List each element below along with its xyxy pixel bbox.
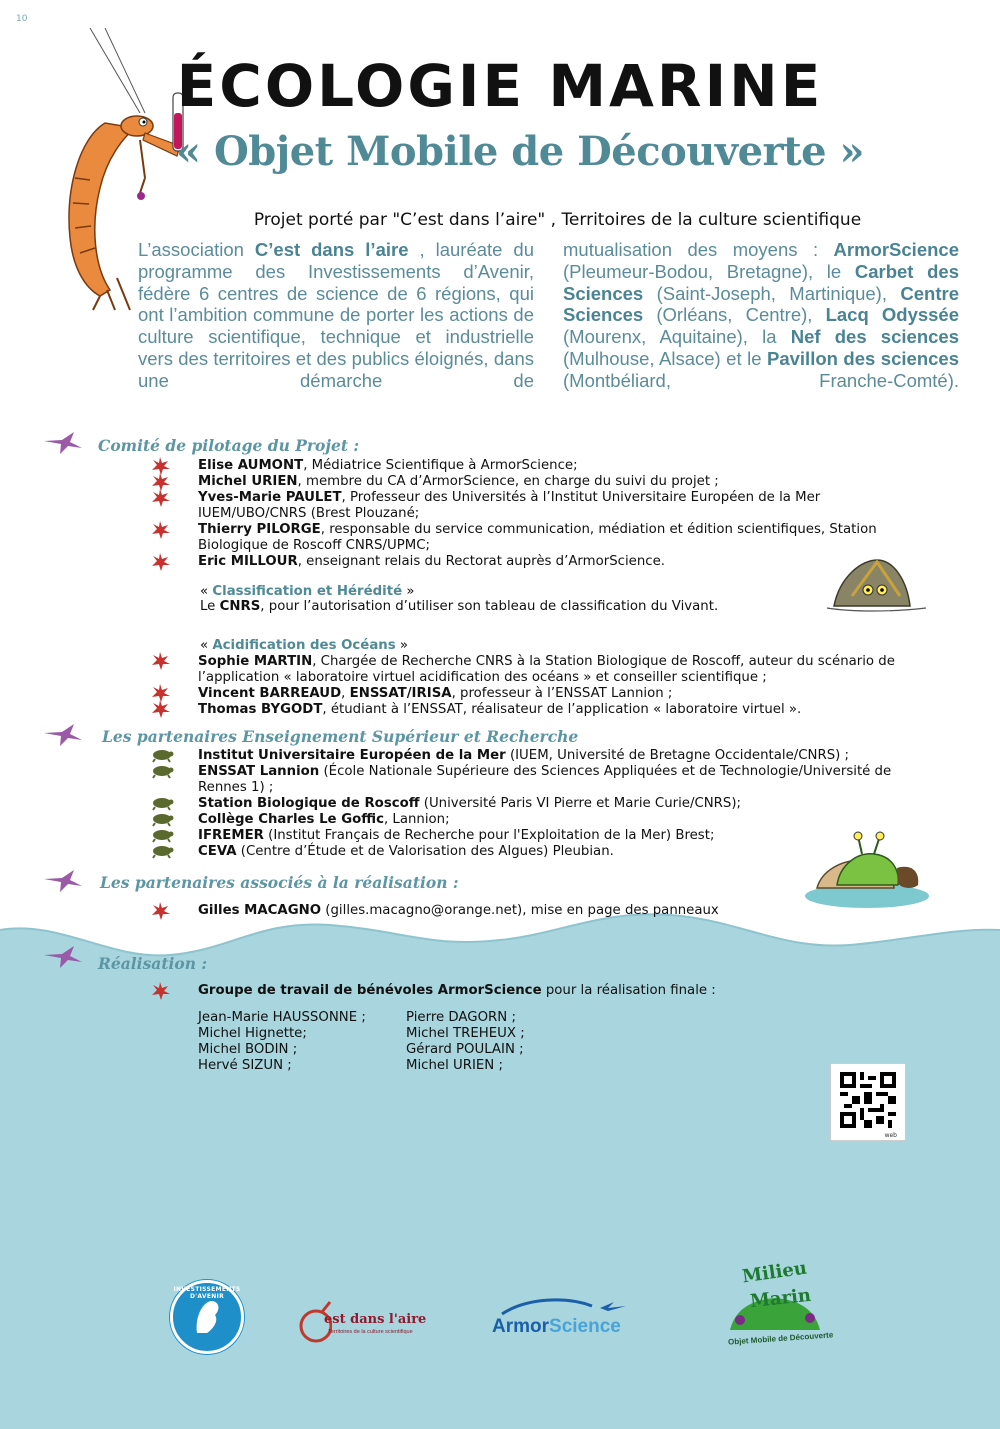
armor-text: Armor xyxy=(492,1316,550,1337)
turtle-bullet-icon xyxy=(152,828,176,844)
acidification-heading xyxy=(200,638,408,654)
volunteer-name: Pierre DAGORN ; xyxy=(406,1010,516,1025)
qr-code-icon xyxy=(840,1072,896,1128)
intro-highlight: C’est dans l’aire xyxy=(254,239,409,260)
starfish-icon xyxy=(44,724,82,746)
intro-highlight: ArmorScience xyxy=(833,239,959,260)
seaweed-bullet-icon xyxy=(152,902,170,920)
qr-code[interactable] xyxy=(830,1063,906,1141)
acidification-title: Acidification des Océans xyxy=(212,638,396,653)
seaweed-bullet-icon xyxy=(152,700,170,718)
sea-background xyxy=(0,900,1000,1429)
list-item xyxy=(198,812,928,828)
qr-label: web xyxy=(884,1132,897,1139)
intro-text: (Orléans, Centre), xyxy=(643,304,826,326)
partner-desc: (Institut Français de Recherche pour l'Exploitation de la Mer) Brest; xyxy=(263,828,715,843)
armorscience-logo-text xyxy=(492,1316,621,1338)
list-item xyxy=(198,748,928,764)
volunteer-name: Michel URIEN ; xyxy=(406,1058,503,1073)
member-name: Vincent BARREAUD xyxy=(198,686,342,701)
turtle-bullet-icon xyxy=(152,812,176,828)
member-name: Thierry PILORGE xyxy=(198,522,321,537)
intro-text: (Montbéliard, Franche-Comté). xyxy=(563,369,959,391)
member-name: Yves-Marie PAULET xyxy=(198,490,342,505)
member-desc: , enseignant relais du Rectorat auprès d’ArmorScience. xyxy=(297,554,665,569)
member-name: Michel URIEN xyxy=(198,474,298,489)
list-item xyxy=(198,554,928,570)
volunteer-name: Michel Hignette; xyxy=(198,1026,307,1041)
cest-logo-title: est dans l'aire xyxy=(324,1312,427,1327)
intro-right-column xyxy=(563,239,959,392)
volunteer-name: Michel TREHEUX ; xyxy=(406,1026,525,1041)
list-item xyxy=(198,474,928,490)
list-item xyxy=(198,522,928,554)
separator: , xyxy=(341,686,350,701)
page-title: ÉCOLOGIE MARINE xyxy=(176,52,824,120)
sea-creature-illustration xyxy=(802,830,932,910)
science-text: Science xyxy=(549,1316,621,1337)
member-affiliation: ENSSAT/IRISA xyxy=(349,686,452,701)
marin-text: Marin xyxy=(749,1284,812,1313)
intro-highlight: Centre Sciences xyxy=(563,282,959,326)
cest-logo-subtitle: Territoires de la culture scientifique xyxy=(328,1329,413,1335)
member-desc: , membre du CA d’ArmorScience, en charge du suivi du projet ; xyxy=(297,474,719,489)
list-item xyxy=(198,764,918,796)
turtle-bullet-icon xyxy=(152,796,176,812)
milieu-subtitle: Objet Mobile de Découverte xyxy=(727,1330,834,1347)
list-item xyxy=(198,796,928,812)
intro-text: (Saint-Joseph, Martinique), xyxy=(643,282,901,304)
group-desc: pour la réalisation finale : xyxy=(541,983,716,998)
intro-text: (Pleumeur-Bodou, Bretagne), le xyxy=(563,260,855,282)
cest-dans-laire-logo xyxy=(296,1300,436,1348)
list-item xyxy=(198,458,928,474)
intro-text: mutualisation des moyens : xyxy=(563,239,834,260)
partner-name: CEVA xyxy=(198,844,237,859)
marianne-icon xyxy=(193,1299,221,1335)
comite-heading: Comité de pilotage du Projet : xyxy=(98,436,360,455)
intro-highlight: Nef des sciences xyxy=(790,326,959,348)
partner-desc: (École Nationale Supérieure des Sciences Appliquées et de Technologie/Université de Rennes 1) ; xyxy=(198,764,892,795)
classification-title: Classification et Hérédité xyxy=(212,584,403,599)
quote-mark: « xyxy=(200,638,213,653)
realisation-heading: Réalisation : xyxy=(98,954,208,973)
partner-desc: (Centre d’Étude et de Valorisation des Algues) Pleubian. xyxy=(236,844,614,859)
credit-text: , pour l’autorisation d’utiliser son tableau de classification du Vivant. xyxy=(260,599,719,614)
seaweed-bullet-icon xyxy=(152,553,170,571)
list-item xyxy=(198,702,928,718)
intro-left-column xyxy=(138,239,534,393)
intro-text: (Mourenx, Aquitaine), la xyxy=(563,326,791,348)
partners-research-heading: Les partenaires Enseignement Supérieur et Recherche xyxy=(102,727,579,746)
intro-highlight: Pavillon des sciences xyxy=(767,347,959,369)
turtle-bullet-icon xyxy=(152,844,176,860)
list-item xyxy=(198,654,928,686)
list-item xyxy=(198,903,928,919)
credit-org: CNRS xyxy=(219,599,261,614)
limpet-illustration xyxy=(822,556,930,620)
member-desc: , responsable du service communication, médiation et édition scientifiques, Station Biologique de Roscoff CNRS/UPMC; xyxy=(198,522,877,553)
member-name: Sophie MARTIN xyxy=(198,654,313,669)
partners-associated-heading: Les partenaires associés à la réalisation : xyxy=(100,873,459,892)
turtle-bullet-icon xyxy=(152,748,176,764)
member-name: Elise AUMONT xyxy=(198,458,304,473)
page-number: 10 xyxy=(16,14,28,24)
member-desc: , étudiant à l’ENSSAT, réalisateur de l’application « laboratoire virtuel ». xyxy=(322,702,802,717)
turtle-bullet-icon xyxy=(152,764,176,780)
partner-desc: (Université Paris VI Pierre et Marie Curie/CNRS); xyxy=(419,796,742,811)
starfish-icon xyxy=(44,870,82,892)
intro-text: L’association xyxy=(138,239,255,260)
partner-name: Institut Universitaire Européen de la Mer xyxy=(198,748,506,763)
volunteer-name: Hervé SIZUN ; xyxy=(198,1058,292,1073)
list-item xyxy=(198,686,928,702)
intro-text: , lauréate du programme des Investissements d’Avenir, fédère 6 centres de science de 6 régions, qui ont l’ambition commune de porter les actions de culture scientifique, technique et industrielle vers des territoires et des publics éloignés, dans une démarche de xyxy=(138,239,534,391)
volunteer-name: Jean-Marie HAUSSONNE ; xyxy=(198,1010,366,1025)
member-desc: , Médiatrice Scientifique à ArmorScience; xyxy=(303,458,578,473)
starfish-icon xyxy=(44,946,82,968)
quote-mark: « xyxy=(200,584,213,599)
armorscience-logo xyxy=(492,1296,628,1344)
list-item xyxy=(198,983,928,999)
volunteers-col-2 xyxy=(406,1010,525,1074)
group-name: Groupe de travail de bénévoles ArmorScience xyxy=(198,983,542,998)
intro-text: (Mulhouse, Alsace) et le xyxy=(563,347,767,369)
partner-name: Station Biologique de Roscoff xyxy=(198,796,420,811)
seaweed-bullet-icon xyxy=(152,652,170,670)
project-line: Projet porté par "C’est dans l’aire" , Territoires de la culture scientifique xyxy=(253,210,862,230)
member-name: Thomas BYGODT xyxy=(198,702,323,717)
member-desc: , Professeur des Universités à l’Institut Universitaire Européen de la Mer IUEM/UBO/CNRS (Brest Plouzané; xyxy=(198,490,821,521)
member-desc: , Chargée de Recherche CNRS à la Station Biologique de Roscoff, auteur du scénario de l’application « laboratoire virtuel acidification des océans » et conseiller scientifique ; xyxy=(198,654,895,685)
volunteer-name: Michel BODIN ; xyxy=(198,1042,298,1057)
page-subtitle: « Objet Mobile de Découverte » xyxy=(176,128,864,175)
classification-credit xyxy=(200,599,718,615)
partner-desc: (gilles.macagno@orange.net), mise en page des panneaux xyxy=(321,903,719,918)
seaweed-bullet-icon xyxy=(152,521,170,539)
milieu-marin-logo xyxy=(720,1257,834,1354)
invest-logo-text: INVESTISSEMENTS D'AVENIR xyxy=(173,1286,241,1300)
partner-name: ENSSAT Lannion xyxy=(198,764,320,779)
milieu-text: Milieu xyxy=(740,1257,809,1288)
investissements-avenir-logo xyxy=(170,1280,244,1354)
quote-mark: » xyxy=(395,638,409,653)
quote-mark: » xyxy=(402,584,415,599)
seaweed-bullet-icon xyxy=(152,982,170,1000)
member-desc: , professeur à l’ENSSAT Lannion ; xyxy=(451,686,673,701)
list-item xyxy=(198,490,928,522)
partner-desc: (IUEM, Université de Bretagne Occidentale/CNRS) ; xyxy=(505,748,850,763)
partner-name: IFREMER xyxy=(198,828,264,843)
partner-name: Gilles MACAGNO xyxy=(198,903,322,918)
credit-text: Le xyxy=(200,599,220,614)
member-name: Eric MILLOUR xyxy=(198,554,298,569)
classification-heading xyxy=(200,584,414,600)
intro-highlight: Carbet des Sciences xyxy=(563,260,959,304)
volunteer-name: Gérard POULAIN ; xyxy=(406,1042,524,1057)
partner-desc: , Lannion; xyxy=(383,812,450,827)
volunteers-col-1 xyxy=(198,1010,366,1074)
seaweed-bullet-icon xyxy=(152,489,170,507)
arc-icon xyxy=(496,1296,626,1316)
partner-name: Collège Charles Le Goffic xyxy=(198,812,384,827)
starfish-icon xyxy=(44,432,82,454)
intro-highlight: Lacq Odyssée xyxy=(825,304,960,326)
